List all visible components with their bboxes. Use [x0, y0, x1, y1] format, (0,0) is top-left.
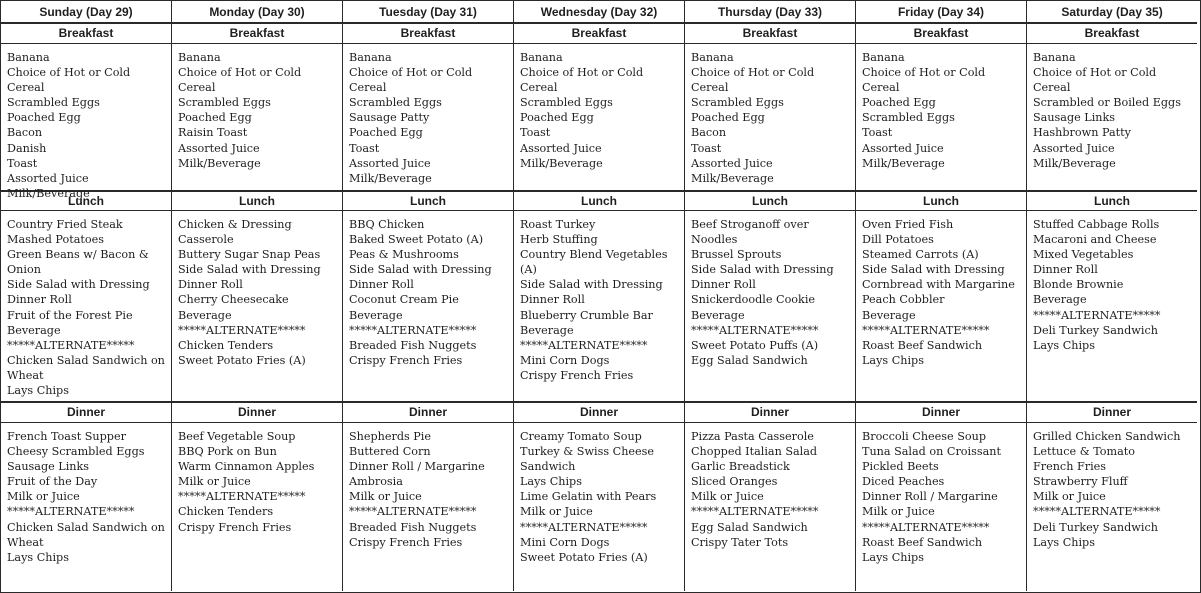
- menu-item: Beverage: [1033, 293, 1087, 307]
- menu-item: *****ALTERNATE*****: [520, 520, 648, 534]
- lunch-header: Lunch: [1, 192, 172, 211]
- breakfast-header: Breakfast: [856, 24, 1027, 44]
- menu-item: Dinner Roll / Margarine: [862, 490, 998, 504]
- menu-item: Chicken Tenders: [178, 338, 274, 352]
- dinner-header: Dinner: [172, 403, 343, 423]
- menu-item: Beef Stroganoff over Noodles: [691, 218, 809, 247]
- menu-item: Ambrosia: [349, 475, 403, 489]
- lunch-items: [856, 211, 1027, 403]
- menu-item: Poached Egg: [7, 111, 81, 125]
- menu-item: Assorted Juice: [862, 141, 944, 155]
- menu-item: Banana: [862, 51, 905, 64]
- menu-item: Green Beans w/ Bacon & Onion: [7, 248, 149, 277]
- menu-item: Toast: [520, 126, 551, 140]
- lunch-header: Lunch: [514, 192, 685, 211]
- menu-item: Lays Chips: [862, 353, 924, 367]
- menu-item: Roast Turkey: [520, 218, 596, 231]
- menu-item: Chicken Tenders: [178, 505, 274, 519]
- menu-item: Baked Sweet Potato (A): [349, 233, 484, 247]
- dinner-header: Dinner: [1, 403, 172, 423]
- menu-item: Deli Turkey Sandwich: [1033, 323, 1158, 337]
- day-header: Saturday (Day 35): [1027, 1, 1197, 24]
- menu-item: *****ALTERNATE*****: [349, 505, 477, 519]
- menu-item: Mini Corn Dogs: [520, 535, 610, 549]
- menu-item: Scrambled Eggs: [349, 96, 442, 110]
- dinner-header: Dinner: [685, 403, 856, 423]
- day-header: Thursday (Day 33): [685, 1, 856, 24]
- menu-item: Chicken Salad Sandwich on Wheat: [7, 353, 165, 382]
- menu-item: Banana: [7, 51, 50, 64]
- menu-item: Crispy French Fries: [349, 535, 463, 549]
- menu-item: Banana: [178, 51, 221, 64]
- menu-item: *****ALTERNATE*****: [691, 323, 819, 337]
- menu-item: Milk or Juice: [1033, 490, 1106, 504]
- menu-item: Dinner Roll: [178, 278, 243, 292]
- menu-item: Choice of Hot or Cold Cereal: [349, 66, 473, 95]
- menu-item: Side Salad with Dressing: [691, 263, 834, 277]
- menu-item: Milk or Juice: [691, 490, 764, 504]
- menu-item: Deli Turkey Sandwich: [1033, 520, 1158, 534]
- menu-item: Beverage: [7, 323, 61, 337]
- breakfast-items: [1027, 44, 1197, 192]
- menu-item: Beverage: [691, 308, 745, 322]
- menu-item: Assorted Juice: [7, 171, 89, 185]
- menu-item: Choice of Hot or Cold Cereal: [1033, 66, 1157, 95]
- menu-item: Roast Beef Sandwich: [862, 338, 983, 352]
- menu-item: Banana: [520, 51, 563, 64]
- dinner-items: [856, 423, 1027, 591]
- menu-item: Diced Peaches: [862, 475, 945, 489]
- breakfast-header: Breakfast: [343, 24, 514, 44]
- menu-item: Poached Egg: [691, 111, 765, 125]
- menu-item: Milk or Juice: [520, 505, 593, 519]
- menu-item: Garlic Breadstick: [691, 460, 790, 474]
- menu-item: Beverage: [862, 308, 916, 322]
- menu-item: Scrambled Eggs: [691, 96, 784, 110]
- dinner-items: [514, 423, 685, 591]
- menu-item: Pizza Pasta Casserole: [691, 430, 814, 443]
- menu-item: Dinner Roll: [691, 278, 756, 292]
- lunch-items: [685, 211, 856, 403]
- menu-item: Breaded Fish Nuggets: [349, 520, 477, 534]
- lunch-header: Lunch: [172, 192, 343, 211]
- breakfast-header: Breakfast: [514, 24, 685, 44]
- menu-item: Buttery Sugar Snap Peas: [178, 248, 321, 262]
- menu-item: Poached Egg: [178, 111, 252, 125]
- menu-item: Side Salad with Dressing: [7, 278, 150, 292]
- dinner-items: [1, 423, 172, 591]
- menu-item: Cheesy Scrambled Eggs: [7, 445, 145, 459]
- menu-item: Scrambled Eggs: [178, 96, 271, 110]
- lunch-header: Lunch: [685, 192, 856, 211]
- menu-item: Milk or Juice: [178, 475, 251, 489]
- dinner-header: Dinner: [856, 403, 1027, 423]
- menu-item: Peas & Mushrooms: [349, 248, 459, 262]
- menu-item: Pickled Beets: [862, 460, 939, 474]
- menu-item: Creamy Tomato Soup: [520, 430, 642, 443]
- menu-item: Sweet Potato Fries (A): [178, 353, 306, 367]
- menu-item: Assorted Juice: [349, 156, 431, 170]
- menu-item: Macaroni and Cheese: [1033, 233, 1157, 247]
- menu-item: Fruit of the Day: [7, 475, 98, 489]
- menu-item: Choice of Hot or Cold Cereal: [7, 66, 131, 95]
- menu-item: Dinner Roll: [520, 293, 585, 307]
- breakfast-header: Breakfast: [172, 24, 343, 44]
- menu-item: Milk/Beverage: [691, 171, 774, 185]
- menu-item: Herb Stuffing: [520, 233, 598, 247]
- menu-item: Roast Beef Sandwich: [862, 535, 983, 549]
- menu-item: Poached Egg: [520, 111, 594, 125]
- menu-item: Mixed Vegetables: [1033, 248, 1134, 262]
- menu-item: Choice of Hot or Cold Cereal: [520, 66, 644, 95]
- menu-item: Blonde Brownie: [1033, 278, 1124, 292]
- dinner-items: [685, 423, 856, 591]
- lunch-items: [1, 211, 172, 403]
- dinner-items: [172, 423, 343, 591]
- menu-item: Strawberry Fluff: [1033, 475, 1128, 489]
- dinner-header: Dinner: [343, 403, 514, 423]
- menu-item: Sausage Links: [7, 460, 90, 474]
- dinner-items: [343, 423, 514, 591]
- menu-item: Banana: [691, 51, 734, 64]
- menu-item: Hashbrown Patty: [1033, 126, 1131, 140]
- menu-item: *****ALTERNATE*****: [7, 338, 135, 352]
- menu-item: Beverage: [349, 308, 403, 322]
- menu-item: Raisin Toast: [178, 126, 248, 140]
- day-header: Wednesday (Day 32): [514, 1, 685, 24]
- menu-item: Egg Salad Sandwich: [691, 353, 808, 367]
- menu-item: *****ALTERNATE*****: [178, 323, 306, 337]
- menu-item: Stuffed Cabbage Rolls: [1033, 218, 1160, 231]
- menu-item: Buttered Corn: [349, 445, 431, 459]
- menu-item: Oven Fried Fish: [862, 218, 954, 231]
- breakfast-items: [514, 44, 685, 192]
- menu-item: Steamed Carrots (A): [862, 248, 979, 262]
- lunch-header: Lunch: [856, 192, 1027, 211]
- breakfast-items: [172, 44, 343, 192]
- menu-item: *****ALTERNATE*****: [1033, 505, 1161, 519]
- menu-item: Lays Chips: [7, 384, 69, 398]
- menu-item: Milk/Beverage: [178, 156, 261, 170]
- menu-item: Scrambled Eggs: [520, 96, 613, 110]
- menu-item: Side Salad with Dressing: [178, 263, 321, 277]
- menu-item: *****ALTERNATE*****: [178, 490, 306, 504]
- menu-item: Dinner Roll: [7, 293, 72, 307]
- dinner-items: [1027, 423, 1197, 591]
- lunch-header: Lunch: [1027, 192, 1197, 211]
- menu-item: Side Salad with Dressing: [520, 278, 663, 292]
- menu-item: Scrambled or Boiled Eggs: [1033, 96, 1181, 110]
- menu-item: Lime Gelatin with Pears: [520, 490, 657, 504]
- menu-item: Grilled Chicken Sandwich: [1033, 430, 1181, 443]
- lunch-items: [343, 211, 514, 403]
- menu-item: Sweet Potato Fries (A): [520, 550, 648, 564]
- menu-item: Assorted Juice: [178, 141, 260, 155]
- menu-item: Bacon: [7, 126, 43, 140]
- menu-item: Country Fried Steak: [7, 218, 123, 231]
- menu-item: Side Salad with Dressing: [862, 263, 1005, 277]
- menu-item: *****ALTERNATE*****: [349, 323, 477, 337]
- breakfast-items: [685, 44, 856, 192]
- menu-item: Milk/Beverage: [349, 171, 432, 185]
- menu-item: Dinner Roll: [1033, 263, 1098, 277]
- menu-item: Danish: [7, 141, 47, 155]
- menu-item: Beef Vegetable Soup: [178, 430, 296, 443]
- menu-item: Chicken & Dressing Casserole: [178, 218, 292, 247]
- menu-item: Choice of Hot or Cold Cereal: [862, 66, 986, 95]
- menu-item: Lays Chips: [1033, 535, 1095, 549]
- menu-item: Beverage: [178, 308, 232, 322]
- breakfast-items: [856, 44, 1027, 192]
- menu-item: *****ALTERNATE*****: [862, 323, 990, 337]
- menu-item: Fruit of the Forest Pie: [7, 308, 133, 322]
- menu-item: Milk/Beverage: [1033, 156, 1116, 170]
- menu-item: Dinner Roll / Margarine: [349, 460, 485, 474]
- menu-item: Cornbread with Margarine: [862, 278, 1015, 292]
- menu-item: Peach Cobbler: [862, 293, 945, 307]
- menu-item: Toast: [7, 156, 38, 170]
- menu-item: Dinner Roll: [349, 278, 414, 292]
- menu-item: Chicken Salad Sandwich on Wheat: [7, 520, 165, 549]
- menu-item: Tuna Salad on Croissant: [862, 445, 1001, 459]
- menu-item: French Fries: [1033, 460, 1107, 474]
- menu-item: Milk or Juice: [862, 505, 935, 519]
- menu-item: Poached Egg: [862, 96, 936, 110]
- menu-item: Assorted Juice: [1033, 141, 1115, 155]
- lunch-header: Lunch: [343, 192, 514, 211]
- menu-item: French Toast Supper: [7, 430, 126, 443]
- menu-item: BBQ Chicken: [349, 218, 425, 231]
- menu-item: Coconut Cream Pie: [349, 293, 459, 307]
- menu-item: Scrambled Eggs: [862, 111, 955, 125]
- menu-item: Lays Chips: [7, 550, 69, 564]
- dinner-header: Dinner: [1027, 403, 1197, 423]
- menu-item: Sausage Links: [1033, 111, 1116, 125]
- menu-item: Dill Potatoes: [862, 233, 934, 247]
- day-header: Sunday (Day 29): [1, 1, 172, 24]
- menu-item: Toast: [349, 141, 380, 155]
- menu-item: Bacon: [691, 126, 727, 140]
- menu-item: Snickerdoodle Cookie: [691, 293, 816, 307]
- menu-item: Milk or Juice: [7, 490, 80, 504]
- menu-item: BBQ Pork on Bun: [178, 445, 277, 459]
- menu-item: Poached Egg: [349, 126, 423, 140]
- menu-item: *****ALTERNATE*****: [862, 520, 990, 534]
- menu-item: Beverage: [520, 323, 574, 337]
- menu-item: Warm Cinnamon Apples: [178, 460, 315, 474]
- menu-item: *****ALTERNATE*****: [691, 505, 819, 519]
- menu-item: Milk or Juice: [349, 490, 422, 504]
- menu-item: Banana: [349, 51, 392, 64]
- menu-item: Cherry Cheesecake: [178, 293, 289, 307]
- menu-item: Turkey & Swiss Cheese Sandwich: [520, 445, 655, 474]
- menu-item: Crispy French Fries: [349, 353, 463, 367]
- lunch-items: [514, 211, 685, 403]
- menu-item: *****ALTERNATE*****: [1033, 308, 1161, 322]
- menu-item: Assorted Juice: [520, 141, 602, 155]
- menu-item: Breaded Fish Nuggets: [349, 338, 477, 352]
- menu-item: Mashed Potatoes: [7, 233, 104, 247]
- menu-item: Milk/Beverage: [520, 156, 603, 170]
- lunch-items: [1027, 211, 1197, 403]
- day-header: Tuesday (Day 31): [343, 1, 514, 24]
- menu-item: Milk/Beverage: [7, 186, 90, 200]
- menu-item: Chopped Italian Salad: [691, 445, 818, 459]
- menu-item: Scrambled Eggs: [7, 96, 100, 110]
- lunch-items: [172, 211, 343, 403]
- menu-item: *****ALTERNATE*****: [520, 338, 648, 352]
- menu-item: Lettuce & Tomato: [1033, 445, 1136, 459]
- menu-item: Sliced Oranges: [691, 475, 778, 489]
- menu-item: Side Salad with Dressing: [349, 263, 492, 277]
- day-header: Friday (Day 34): [856, 1, 1027, 24]
- menu-item: Milk/Beverage: [862, 156, 945, 170]
- menu-item: *****ALTERNATE*****: [7, 505, 135, 519]
- menu-item: Sausage Patty: [349, 111, 430, 125]
- menu-item: Choice of Hot or Cold Cereal: [178, 66, 302, 95]
- menu-item: Banana: [1033, 51, 1076, 64]
- menu-item: Assorted Juice: [691, 156, 773, 170]
- menu-item: Brussel Sprouts: [691, 248, 782, 262]
- breakfast-header: Breakfast: [1, 24, 172, 44]
- menu-item: Egg Salad Sandwich: [691, 520, 808, 534]
- menu-item: Crispy French Fries: [520, 368, 634, 382]
- menu-item: Lays Chips: [862, 550, 924, 564]
- menu-item: Lays Chips: [1033, 338, 1095, 352]
- menu-item: Choice of Hot or Cold Cereal: [691, 66, 815, 95]
- breakfast-header: Breakfast: [1027, 24, 1197, 44]
- menu-item: Country Blend Vegetables (A): [520, 248, 668, 277]
- menu-item: Blueberry Crumble Bar: [520, 308, 653, 322]
- menu-item: Crispy Tater Tots: [691, 535, 789, 549]
- menu-item: Toast: [691, 141, 722, 155]
- menu-item: Toast: [862, 126, 893, 140]
- menu-item: Lays Chips: [520, 475, 582, 489]
- menu-item: Crispy French Fries: [178, 520, 292, 534]
- dinner-header: Dinner: [514, 403, 685, 423]
- menu-item: Mini Corn Dogs: [520, 353, 610, 367]
- day-header: Monday (Day 30): [172, 1, 343, 24]
- menu-item: Shepherds Pie: [349, 430, 432, 443]
- menu-item: Broccoli Cheese Soup: [862, 430, 986, 443]
- menu-item: Sweet Potato Puffs (A): [691, 338, 819, 352]
- breakfast-items: [1, 44, 172, 200]
- breakfast-header: Breakfast: [685, 24, 856, 44]
- breakfast-items: [343, 44, 514, 192]
